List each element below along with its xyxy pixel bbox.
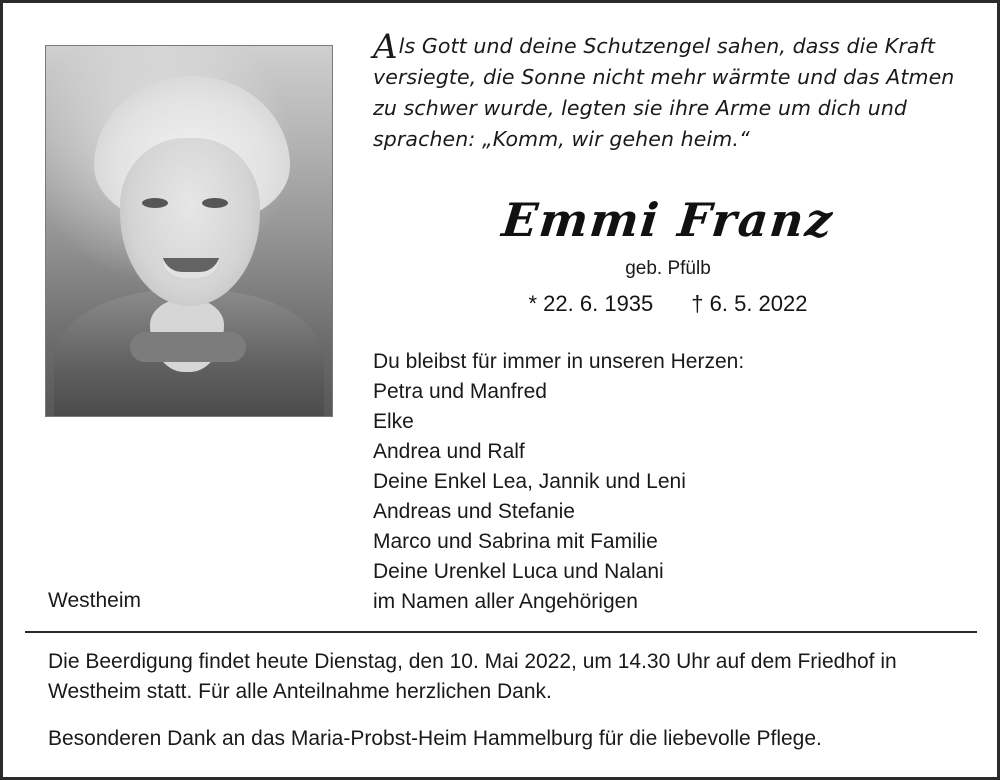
family-member: Elke — [373, 410, 414, 433]
memorial-verse — [373, 27, 963, 155]
family-member: Deine Enkel Lea, Jannik und Leni — [373, 470, 686, 493]
funeral-details: Die Beerdigung findet heute Dienstag, den 10. Mai 2022, um 14.30 Uhr auf dem Friedhof in Westheim statt. Für alle Anteilnahme herzlichen Dank. — [48, 650, 897, 703]
birth-date: * 22. 6. 1935 — [528, 291, 654, 316]
family-intro: Du bleibst für immer in unseren Herzen: — [373, 350, 745, 373]
obituary-inner — [3, 3, 1000, 780]
portrait-photo-image — [46, 46, 332, 416]
life-dates — [373, 291, 963, 317]
deceased-name: Emmi Franz — [499, 193, 837, 247]
family-member: Andreas und Stefanie — [373, 500, 575, 523]
family-member: Andrea und Ralf — [373, 440, 525, 463]
family-closing: im Namen aller Angehörigen — [373, 590, 638, 613]
thanks-note: Besonderen Dank an das Maria-Probst-Heim Hammelburg für die liebevolle Pflege. — [48, 727, 822, 750]
place-name: Westheim — [48, 589, 141, 612]
portrait-face-shape — [120, 138, 260, 306]
verse-text: ls Gott und deine Schutzengel sahen, dass die Kraft versiegte, die Sonne nicht mehr wärmte und das Atmen zu schwer wurde, legten sie ihre Arme um dich und sprachen: „Komm, wir gehen heim.“ — [373, 34, 955, 151]
maiden-name: geb. Pfülb — [625, 258, 711, 279]
family-block — [373, 347, 973, 617]
verse-dropcap: A — [373, 27, 398, 67]
portrait-eye-left-shape — [142, 198, 168, 208]
family-member: Petra und Manfred — [373, 380, 547, 403]
death-date: † 6. 5. 2022 — [691, 291, 808, 316]
footer-block — [48, 647, 963, 754]
family-member: Deine Urenkel Luca und Nalani — [373, 560, 664, 583]
portrait-scarf-shape — [130, 332, 246, 362]
section-divider — [25, 631, 977, 633]
portrait-photo — [45, 45, 333, 417]
family-member: Marco und Sabrina mit Familie — [373, 530, 658, 553]
portrait-eye-right-shape — [202, 198, 228, 208]
